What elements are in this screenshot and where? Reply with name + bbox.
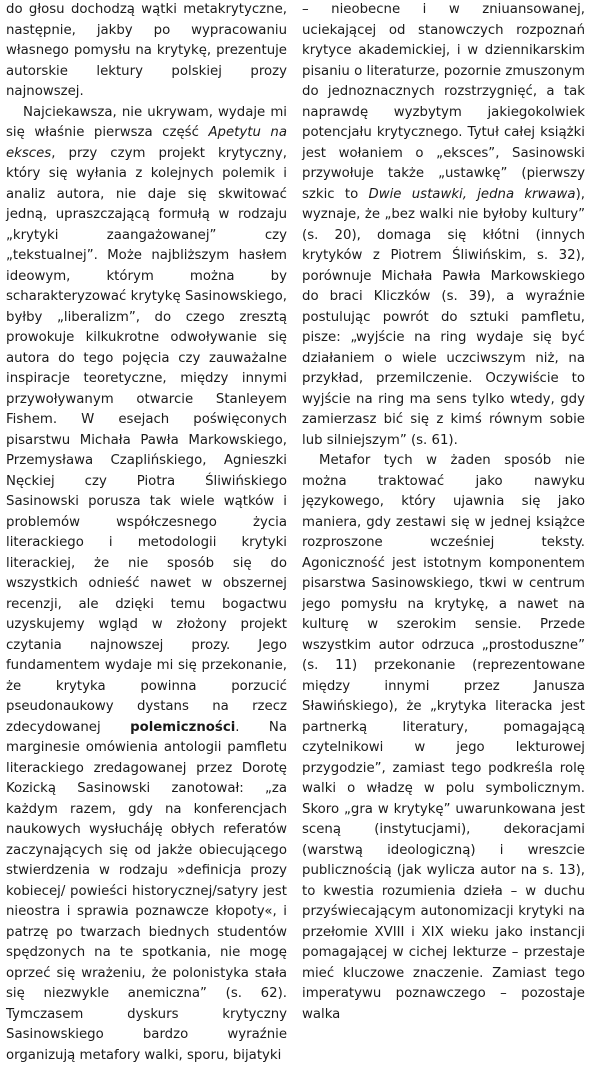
left-text-column: [6, 0, 287, 1066]
book-title-italic: Apetytu na eksces: [6, 125, 287, 161]
sketch-title-italic: Dwie ustawki, jedna krwawa: [368, 187, 575, 202]
paragraph-text: Najciekawsza, nie ukrywam, wydaje mi się właśnie pierwsza część: [6, 105, 287, 141]
right-text-column: [302, 0, 585, 1025]
paragraph: [6, 103, 287, 1066]
paragraph-text: – nieobecne i w zniuansowanej, uciekającej od stanowczych rozpoznań krytyce akademickiej, i w dziennikarskim pisaniu o literaturze, pozornie zmuszonym do jednoznacznych rozstrzygnięć, a tak naprawdę wyzbytym jakiegokolwiek potencjału krytycznego. Tytuł całej książki jest wołaniem o „eksces”, Sasinowski przywołuje także „ustawkę” (pierwszy szkic to: [302, 2, 585, 202]
bold-keyword: polemiczności: [130, 720, 235, 735]
paragraph-text: Metafor tych w żaden sposób nie można traktować jako nawyku językowego, który ujawnia się jako maniera, gdy zestawi się w jednej książce rozproszone wcześniej teksty. Agoniczność jest istotnym komponentem pisarstwa Sasinowskiego, tkwi w centrum jego pomysłu na krytykę, a nawet na kulturę w szerokim sensie. Przede wszystkim autor odrzuca „prostoduszne” (s. 11) przekonanie (reprezentowane między innymi przez Janusza Sławińskiego), że „krytyka literacka jest partnerką literatury, pomagającą czytelnikowi w jego lekturowej przygodzie”, zamiast tego podkreśla rolę walki o władzę w polu symbolicznym. Skoro „gra w krytykę” uwarunkowana jest sceną (instytucjami), dekoracjami (warstwą ideologiczną) i wreszcie publicznością (jak wylicza autor na s. 13), to kwestia rozumienia dzieła – w duchu przyświecającym autonomizacji krytyki na przełomie XVIII i XIX wieku jako instancji pomagającej w cichej lekturze – przestaje mieć kluczowe znaczenie. Zamiast tego imperatywu poznawczego – pozostaje walka: [302, 453, 585, 1022]
paragraph-text: do głosu dochodzą wątki metakrytyczne, następnie, jakby po wypracowaniu własnego pomysłu na krytykę, prezentuje autorskie lektury polskiej prozy najnowszej.: [6, 2, 287, 99]
paragraph-text: ), wyznaje, że „bez walki nie byłoby kultury” (s. 20), domaga się kłótni (innych krytyków z Piotrem Śliwińskim, s. 32), porównuje Michała Pawła Markowskiego do braci Kliczków (s. 39), a wyraźnie postulując powrót do sztuki pamfletu, pisze: „wyjście na ring wydaje się być działaniem o wiele uczciwszym niż, na przykład, przemilczenie. Oczywiście to wyjście na ring ma sens tylko wtedy, gdy zamierzasz bić się z kimś równym sobie lub silniejszym” (s. 61).: [302, 187, 585, 448]
paragraph: [302, 451, 585, 1025]
paragraph: [302, 0, 585, 451]
paragraph-text: . Na marginesie omówienia antologii pamfletu literackiego zredagowanej przez Dorotę Kozicką Sasinowski zanotował: „za każdym razem, gdy na konferencjach naukowych wysłucháję obłych referatów zaczynających się od jakże obiecującego stwierdzenia w rodzaju »definicja prozy kobiecej/ powieści historycznej/satyry jest nieostra i sprawia poznawcze kłopoty«, i patrzę po twarzach biednych studentów spędzonych na te spotkania, nie mogę oprzeć się wrażeniu, że polonistyka stała się niezwykle anemiczna” (s. 62). Tymczasem dyskurs krytyczny Sasinowskiego bardzo wyraźnie organizują metafory walki, sporu, bijatyki: [6, 720, 287, 1063]
paragraph-text: , przy czym projekt krytyczny, który się wyłania z kolejnych polemik i analiz autora, nie daje się skwitować jedną, upraszczającą formułą w rodzaju „krytyki zaangażowanej” czy „tekstualnej”. Może najbliższym hasłem ideowym, którym można by scharakteryzować krytykę Sasinowskiego, byłby „liberalizm”, do czego zresztą prowokuje kilkukrotne odwoływanie się autora do tego pojęcia czy zauważalne inspiracje teoretyczne, między innymi przywoływanym otwarcie Stanleyem Fishem. W esejach poświęconych pisarstwu Michała Pawła Markowskiego, Przemysława Czaplińskiego, Agnieszki Nęckiej czy Piotra Śliwińskiego Sasinowski porusza tak wiele wątków i problemów współczesnego życia literackiego i metodologii krytyki literackiej, że nie sposób się do wszystkich odnieść nawet w obszernej recenzji, ale dzięki temu bogactwu uzyskujemy wgląd w złożony projekt czytania najnowszej prozy. Jego fundamentem wydaje mi się przekonanie, że krytyka powinna porzucić pseudonaukowy dystans na rzecz zdecydowanej: [6, 146, 287, 735]
paragraph: [6, 0, 287, 103]
